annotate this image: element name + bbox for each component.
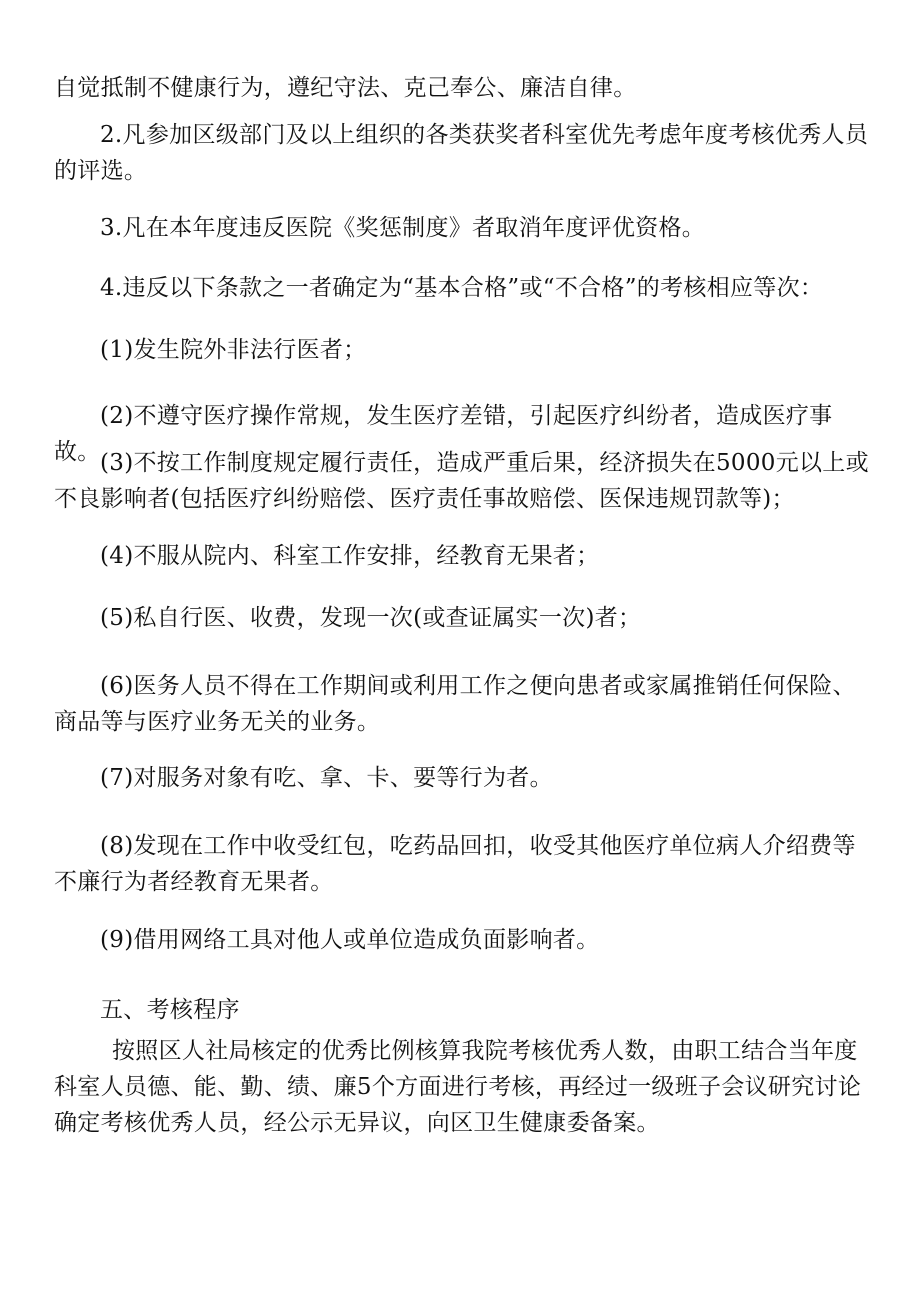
section-heading-assessment-procedure: 五、考核程序 <box>100 997 240 1023</box>
paragraph-clause-5: (5)私自行医、收费，发现一次(或查证属实一次)者； <box>100 605 642 631</box>
paragraph-continuation: 自觉抵制不健康行为，遵纪守法、克己奉公、廉洁自律。 <box>54 75 637 101</box>
paragraph-item-3: 3.凡在本年度违反医院《奖惩制度》者取消年度评优资格。 <box>100 215 706 241</box>
paragraph-clause-6: (6)医务人员不得在工作期间或利用工作之便向患者或家属推销任何保险、商品等与医疗业务无关的业务。 <box>54 673 856 735</box>
paragraph-clause-1: (1)发生院外非法行医者； <box>100 337 367 363</box>
paragraph-item-4: 4.违反以下条款之一者确定为“基本合格”或“不合格”的考核相应等次： <box>100 275 824 301</box>
paragraph-clause-9: (9)借用网络工具对他人或单位造成负面影响者。 <box>100 927 600 953</box>
paragraph-clause-3: (3)不按工作制度规定履行责任，造成严重后果，经济损失在5000元以上或不良影响者(包括医疗纠纷赔偿、医疗责任事故赔偿、医保违规罚款等)； <box>54 450 869 512</box>
paragraph-clause-7: (7)对服务对象有吃、拿、卡、要等行为者。 <box>100 765 553 791</box>
paragraph-assessment-procedure: 按照区人社局核定的优秀比例核算我院考核优秀人数，由职工结合当年度科室人员德、能、勤、绩、廉5个方面进行考核，再经过一级班子会议研究讨论确定考核优秀人员，经公示无异议，向区卫生健康委备案。 <box>54 1038 862 1136</box>
paragraph-item-2: 2.凡参加区级部门及以上组织的各类获奖者科室优先考虑年度考核优秀人员的评选。 <box>54 122 869 184</box>
paragraph-clause-2: (2)不遵守医疗操作常规，发生医疗差错，引起医疗纠纷者，造成医疗事故。 <box>54 403 833 465</box>
paragraph-clause-8: (8)发现在工作中收受红包，吃药品回扣，收受其他医疗单位病人介绍费等不廉行为者经教育无果者。 <box>54 833 856 895</box>
paragraph-clause-4: (4)不服从院内、科室工作安排，经教育无果者； <box>100 543 600 569</box>
